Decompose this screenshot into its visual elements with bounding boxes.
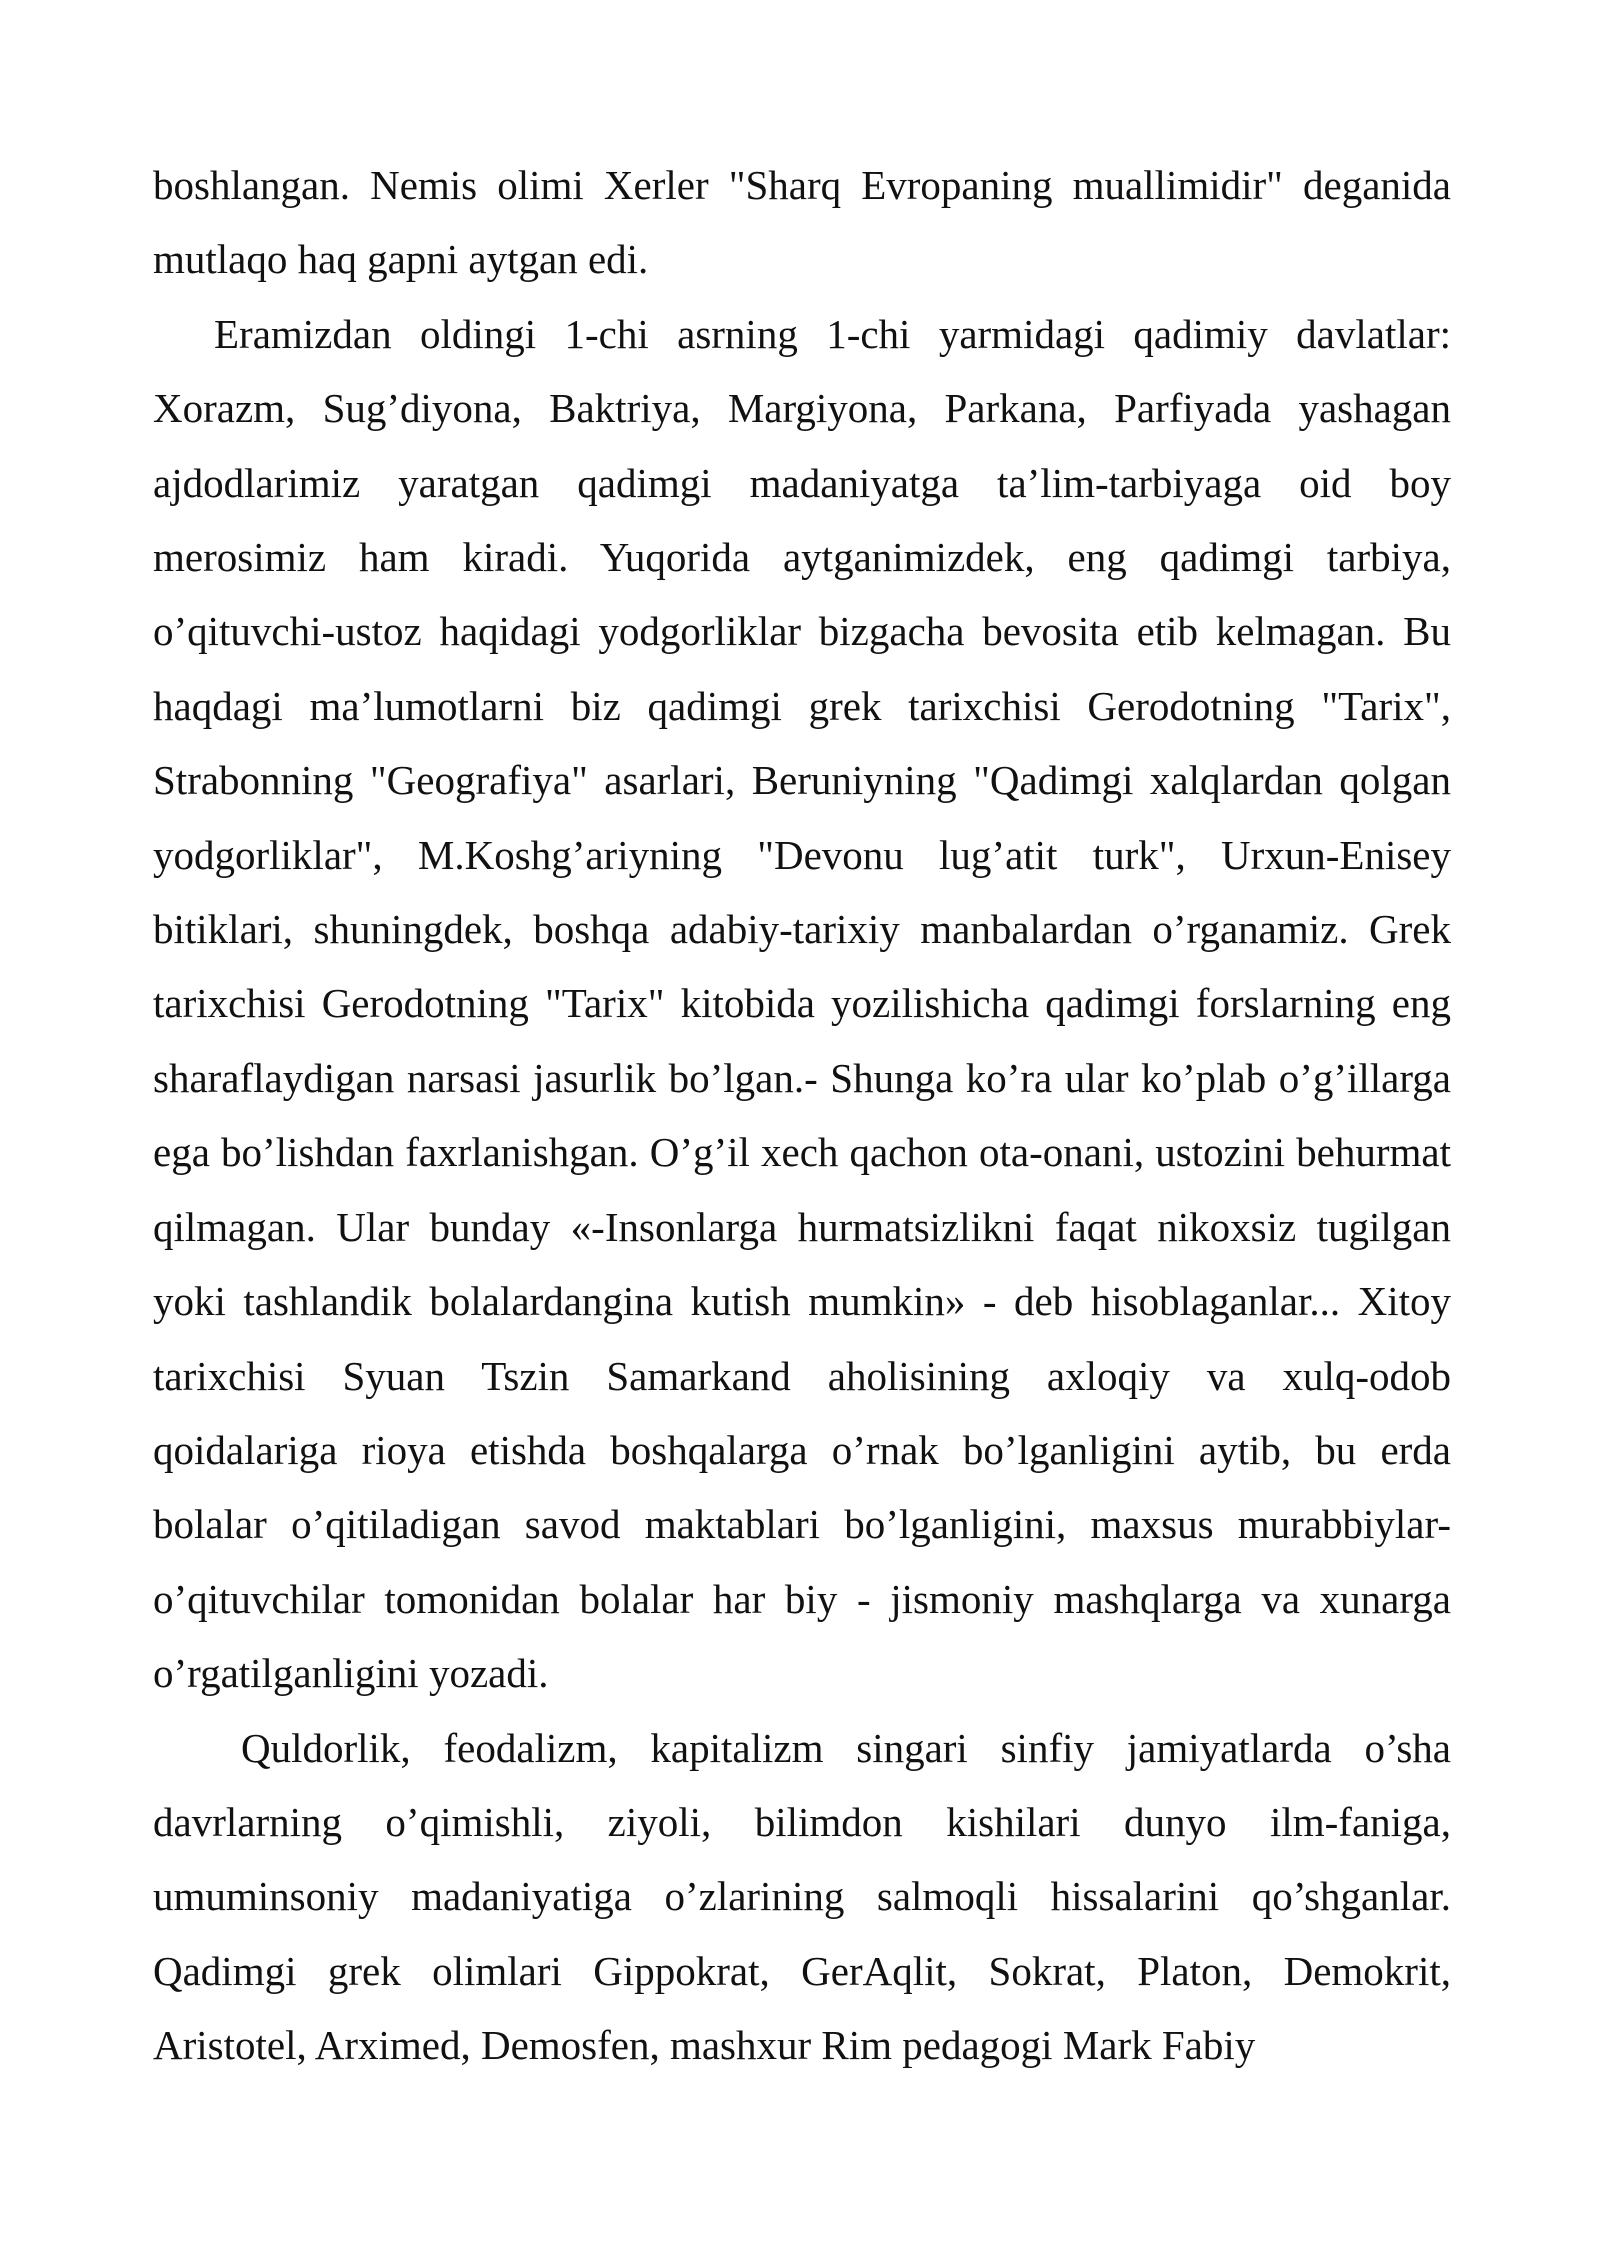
paragraph-2: Eramizdan oldingi 1-chi asrning 1-chi yarmidagi qadimiy davlatlar: Xorazm, Sug’diyona, Baktriya, Margiyona, Parkana, Parfiyada yashagan ajdodlarimiz yaratgan qadimgi madaniyatga ta’lim-tarbiyaga oid boy merosimiz ham kiradi. Yuqorida aytganimizdek, eng qadimgi tarbiya, o’qituvchi-ustoz haqidagi yodgorliklar bizgacha bevosita etib kelmagan. Bu haqdagi ma’lumotlarni biz qadimgi grek tarixchisi Gerodotning "Tarix", Strabonning "Geografiya" asarlari, Beruniyning "Qadimgi xalqlardan qolgan yodgorliklar", M.Koshg’ariyning "Devonu lug’atit turk", Urxun-Enisey bitiklari, shuningdek, boshqa adabiy-tarixiy manbalardan o’rganamiz. Grek tarixchisi Gerodotning "Tarix" kitobida yozilishicha qadimgi forslarning eng sharaflaydigan narsasi jasurlik bo’lgan.- Shunga ko’ra ular ko’plab o’g’illarga ega bo’lishdan faxrlanishgan. O’g’il xech qachon ota-onani, ustozini behurmat qilmagan. Ular bunday «-Insonlarga hurmatsizlikni faqat nikoxsiz tugilgan yoki tashlandik bolalardangina kutish mumkin» - deb hisoblaganlar... Xitoy tarixchisi Syuan Tszin Samarkand aholisining axloqiy va xulq-odob qoidalariga rioya etishda boshqalarga o’rnak bo’lganligini aytib, bu erda bolalar o’qitiladigan savod maktablari bo’lganligini, maxsus murabbiylar-o’qituvchilar tomonidan bolalar har biy - jismoniy mashqlarga va xunarga o’rgatilganligini yozadi. [153, 310, 1451, 1697]
document-body [153, 148, 1451, 2083]
paragraph-1: boshlangan. Nemis olimi Xerler "Sharq Evropaning muallimidir" deganida mutlaqo haq gapni aytgan edi. [153, 162, 1451, 283]
paragraph-3: Quldorlik, feodalizm, kapitalizm singari sinfiy jamiyatlarda o’sha davrlarning o’qimishli, ziyoli, bilimdon kishilari dunyo ilm-faniga, umuminsoniy madaniyatiga o’zlarining salmoqli hissalarini qo’shganlar. Qadimgi grek olimlari Gippokrat, GerAqlit, Sokrat, Platon, Demokrit, Aristotel, Arximed, Demosfen, mashxur Rim pedagogi Mark Fabiy [153, 1724, 1451, 2069]
